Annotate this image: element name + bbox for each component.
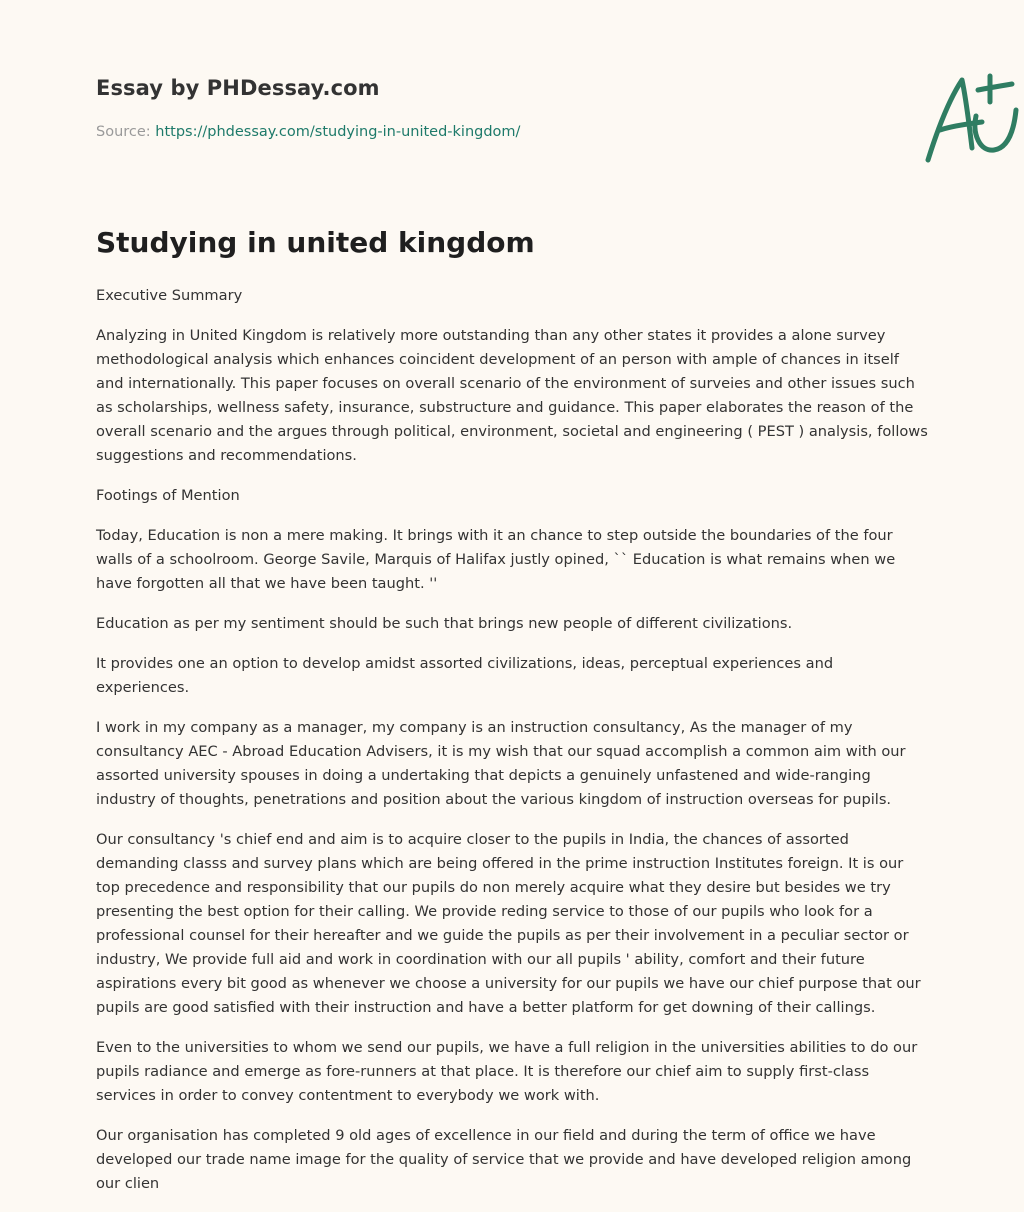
paragraph: Our organisation has completed 9 old ages of excellence in our field and during the term of office we have developed our trade name image for the quality of service that we provide and have developed religion among our clien <box>96 1127 912 1192</box>
paragraph: Analyzing in United Kingdom is relatively more outstanding than any other states it provides a alone survey methodological analysis which enhances coincident development of an person with ample of chances in itself and internationally. This paper focuses on overall scenario of the environment of surveies and other issues such as scholarships, wellness safety, insurance, substructure and guidance. This paper elaborates the reason of the overall scenario and the argues through political, environment, societal and engineering ( PEST ) analysis, follows suggestions and recommendations. <box>96 327 928 464</box>
essay-title: Studying in united kingdom <box>96 226 535 259</box>
paragraph: I work in my company as a manager, my company is an instruction consultancy, As the manager of my consultancy AEC - Abroad Education Advisers, it is my wish that our squad accomplish a common aim with our assorted university spouses in doing a undertaking that depicts a genuinely unfastened and wide-ranging industry of thoughts, penetrations and position about the various kingdom of instruction overseas for pupils. <box>96 719 906 808</box>
paragraph: Even to the universities to whom we send our pupils, we have a full religion in the universities abilities to do our pupils radiance and emerge as fore-runners at that place. It is therefore our chief aim to supply first-class services in order to convey contentment to everybody we work with. <box>96 1039 918 1104</box>
paragraph: Our consultancy 's chief end and aim is to acquire closer to the pupils in India, the chances of assorted demanding classs and survey plans which are being offered in the prime instruction Institutes foreign. It is our top precedence and responsibility that our pupils do non merely acquire what they desire but besides we try presenting the best option for their calling. We provide reding service to those of our pupils who look for a professional counsel for their hereafter and we guide the pupils as per their involvement in a peculiar sector or industry, We provide full aid and work in coordination with our all pupils ' ability, comfort and their future aspirations every bit good as whenever we choose a university for our pupils we have our chief purpose that our pupils are good satisfied with their instruction and have a better platform for get downing of their callings. <box>96 831 921 1016</box>
site-title: Essay by PHDessay.com <box>96 76 380 100</box>
paragraph: It provides one an option to develop amidst assorted civilizations, ideas, perceptual experiences and experiences. <box>96 655 834 696</box>
source-link[interactable]: https://phdessay.com/studying-in-united-kingdom/ <box>155 124 521 140</box>
paragraph: Today, Education is non a mere making. It brings with it an chance to step outside the boundaries of the four walls of a schoolroom. George Savile, Marquis of Halifax justly opined, `` Education is what remains when we have forgotten all that we have been taught. '' <box>96 527 896 592</box>
paragraph-heading: Executive Summary <box>96 287 243 304</box>
paragraph: Education as per my sentiment should be such that brings new people of different civilizations. <box>96 615 793 632</box>
source-line <box>96 124 520 140</box>
a-plus-logo-icon <box>916 68 1024 168</box>
source-label: Source: <box>96 124 156 140</box>
paragraph-heading: Footings of Mention <box>96 487 240 504</box>
essay-body <box>96 284 928 1212</box>
